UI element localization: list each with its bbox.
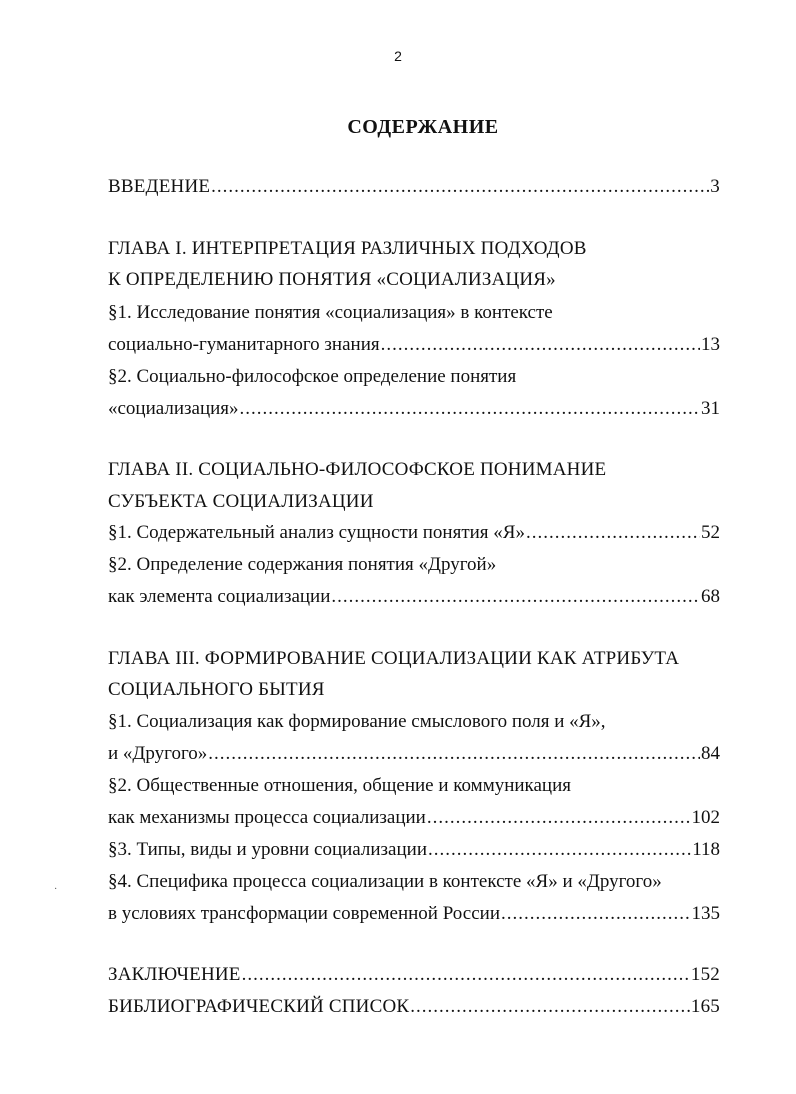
chapter-2-section-2-line-1: §2. Определение содержания понятия «Другой» (108, 554, 497, 575)
toc-page-number: 3 (710, 176, 720, 197)
toc-entry-label: социально-гуманитарного знания (108, 334, 380, 355)
toc-entry-label: как механизмы процесса социализации (108, 807, 426, 828)
toc-entry-label: и «Другого» (108, 743, 208, 764)
toc-entry-ch1-s2[interactable] (108, 397, 720, 421)
toc-entry-label: §3. Типы, виды и уровни социализации (108, 839, 427, 860)
chapter-3-section-2-line-1: §2. Общественные отношения, общение и коммуникация (108, 775, 572, 796)
toc-page-number: 152 (690, 964, 720, 985)
toc-entry-ch2-s2[interactable] (108, 585, 720, 609)
chapter-1-section-2-line-1: §2. Социально-философское определение понятия (108, 366, 517, 387)
toc-entry-ch3-s2[interactable] (108, 806, 720, 830)
chapter-3-title-line-1: ГЛАВА III. ФОРМИРОВАНИЕ СОЦИАЛИЗАЦИИ КАК АТРИБУТА (108, 648, 680, 669)
toc-entry-ch1-s1[interactable] (108, 333, 720, 357)
toc-entry-conclusion[interactable] (108, 963, 720, 987)
toc-page-number: 68 (701, 586, 720, 607)
toc-page-number: 84 (701, 743, 720, 764)
chapter-3-title-line-2: СОЦИАЛЬНОГО БЫТИЯ (108, 679, 325, 700)
page-number: 2 (394, 48, 402, 64)
toc-page-number: 102 (691, 807, 720, 828)
toc-page-number: 165 (690, 996, 720, 1017)
toc-entry-label: БИБЛИОГРАФИЧЕСКИЙ СПИСОК (108, 996, 410, 1017)
dot-leader (428, 838, 691, 862)
chapter-3-section-4-line-1: §4. Специфика процесса социализации в контексте «Я» и «Другого» (108, 871, 662, 892)
toc-entry-label: ЗАКЛЮЧЕНИЕ (108, 964, 241, 985)
toc-entry-ch3-s1[interactable] (108, 742, 720, 766)
chapter-1-title-line-2: К ОПРЕДЕЛЕНИЮ ПОНЯТИЯ «СОЦИАЛИЗАЦИЯ» (108, 269, 556, 290)
toc-entry-label: ВВЕДЕНИЕ (108, 176, 211, 197)
toc-entry-ch3-s4[interactable] (108, 902, 720, 926)
chapter-3-section-1-line-1: §1. Социализация как формирование смыслового поля и «Я», (108, 711, 606, 732)
dot-leader (331, 585, 700, 609)
toc-entry-bibliography[interactable] (108, 995, 720, 1019)
chapter-1-title-line-1: ГЛАВА I. ИНТЕРПРЕТАЦИЯ РАЗЛИЧНЫХ ПОДХОДОВ (108, 238, 587, 259)
dot-leader (208, 742, 700, 766)
toc-page-number: 13 (701, 334, 720, 355)
dot-leader (427, 806, 691, 830)
scan-speck: · (54, 884, 58, 895)
toc-title: СОДЕРЖАНИЕ (347, 116, 499, 138)
toc-entry-label: §1. Содержательный анализ сущности понятия «Я» (108, 522, 525, 543)
toc-entry-introduction[interactable] (108, 175, 720, 199)
toc-page-number: 135 (691, 903, 720, 924)
chapter-2-title-line-1: ГЛАВА II. СОЦИАЛЬНО-ФИЛОСОФСКОЕ ПОНИМАНИЕ (108, 459, 607, 480)
dot-leader (410, 995, 690, 1019)
chapter-2-title-line-2: СУБЪЕКТА СОЦИАЛИЗАЦИИ (108, 491, 374, 512)
dot-leader (381, 333, 700, 357)
toc-entry-label: как элемента социализации (108, 586, 331, 607)
toc-page-number: 52 (701, 522, 720, 543)
toc-entry-ch3-s3[interactable] (108, 838, 720, 862)
dot-leader (211, 175, 709, 199)
chapter-1-section-1-line-1: §1. Исследование понятия «социализация» в контексте (108, 302, 553, 323)
toc-entry-label: «социализация» (108, 398, 239, 419)
toc-page-number: 118 (692, 839, 720, 860)
dot-leader (526, 521, 700, 545)
dot-leader (240, 397, 700, 421)
toc-page-number: 31 (701, 398, 720, 419)
toc-entry-label: в условиях трансформации современной России (108, 903, 500, 924)
dot-leader (501, 902, 691, 926)
dot-leader (242, 963, 690, 987)
toc-entry-ch2-s1[interactable] (108, 521, 720, 545)
